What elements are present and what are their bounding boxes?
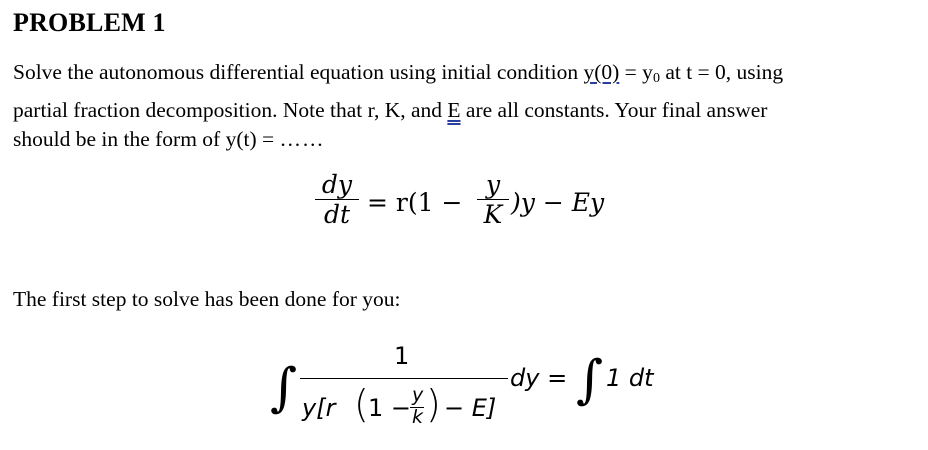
statement-text: partial fraction decomposition. Note that r, K, and [13,97,448,122]
rhs-integrand: 1 dt [606,364,654,392]
paren-close: ) [426,382,441,426]
one-minus: 1 − [368,394,412,422]
subscript-zero: 0 [652,71,660,87]
denominator-end: − E] [444,394,497,422]
fraction-denominator: K [477,199,509,229]
equation-rhs-start: = r(1 − [367,188,463,217]
statement-text: are all constants. Your final answer [460,97,768,122]
problem-title: PROBLEM 1 [13,8,166,37]
answer-placeholder-dots: …… [279,127,325,152]
denominator-start: y[r [302,394,336,422]
fraction-numerator: dy [321,170,353,199]
equation-rhs-end: )y − Ey [511,188,605,217]
paren-open: ( [354,382,369,426]
step-caption: The first step to solve has been done for you: [13,287,401,311]
statement-text: should be in the form of y(t) = [13,127,280,152]
inner-fraction-denominator: k [412,406,424,428]
problem-statement [13,58,913,155]
integrand-numerator: 1 [394,342,410,370]
integrand-fraction-bar [300,378,508,379]
statement-text: = y [619,60,653,84]
integral-equation [270,340,690,440]
y-over-k-fraction [477,170,509,229]
fraction-numerator: y [485,170,501,199]
statement-line-1 [13,58,913,96]
initial-condition: y(0) [583,60,620,84]
differential-equation [315,170,635,242]
statement-text: at t = 0, using [659,60,784,84]
dy-equals: dy = [510,364,568,392]
statement-line-3 [13,125,913,155]
constant-e: E [447,97,461,122]
fraction-denominator: dt [315,199,359,229]
statement-text: Solve the autonomous differential equation using initial condition [13,60,584,84]
dy-dt-fraction [315,170,359,229]
integral-sign-right: ∫ [576,350,604,410]
statement-line-2 [13,96,913,126]
integral-sign-left: ∫ [270,358,298,418]
inner-fraction-numerator: y [412,384,424,406]
